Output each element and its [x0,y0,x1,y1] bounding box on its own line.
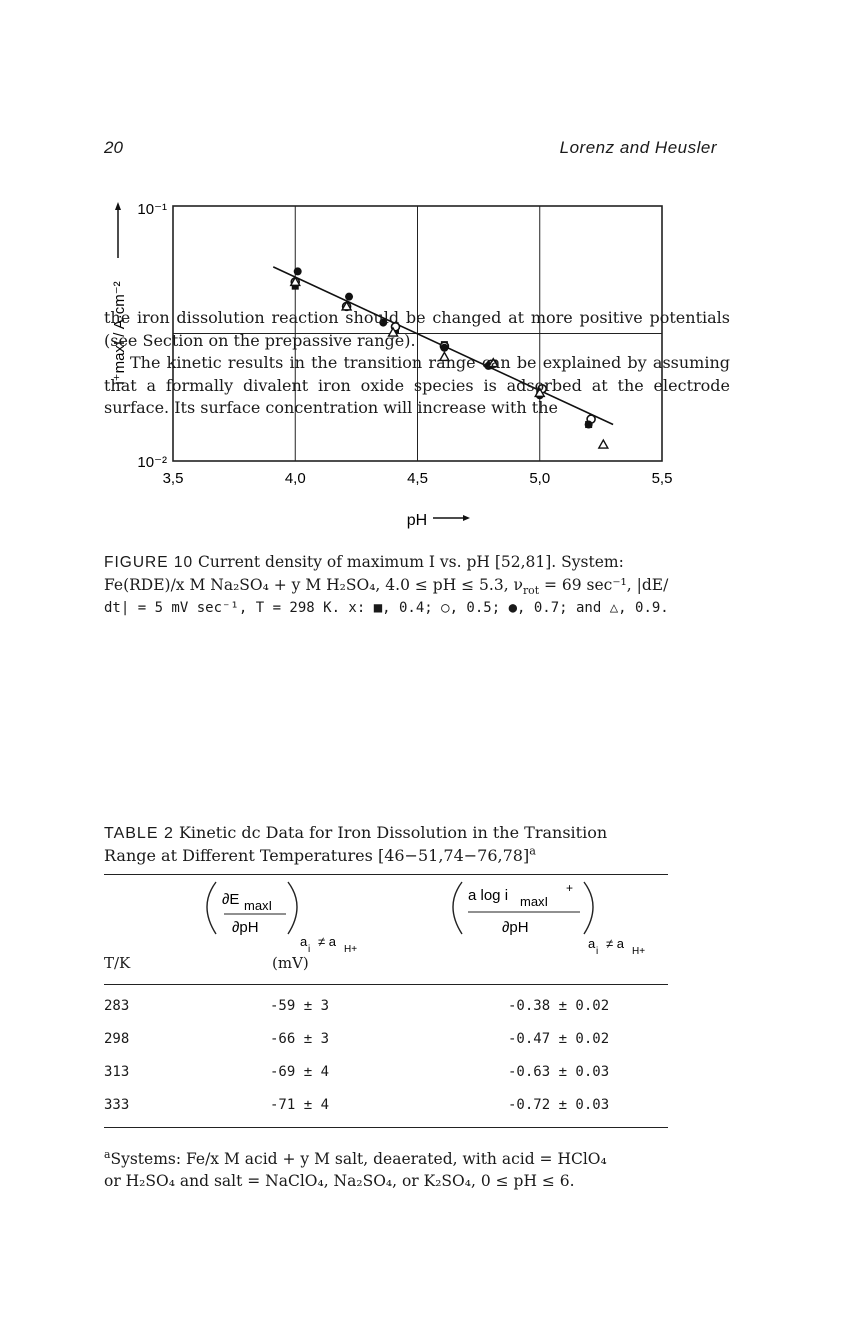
data-point-s2-0 [294,267,302,275]
footnote-mark: a [104,1147,111,1161]
table-row-2-dE: -66 ± 3 [270,1031,330,1047]
table-title-line-1: Kinetic dc Data for Iron Dissolution in the Transition [178,823,608,842]
x-tick-label-0: 3,5 [162,470,184,487]
table-row-4-T: 333 [104,1097,130,1113]
svg-text:H+: H+ [632,946,646,954]
x-axis-arrow-head [463,515,470,521]
table-footnote [104,1148,724,1192]
table-top-rule [104,874,668,875]
table-row-3-dE: -69 ± 4 [270,1064,330,1080]
table-row-4-dlog: -0.72 ± 0.03 [508,1097,610,1113]
table-row-1-dlog: -0.38 ± 0.02 [508,998,610,1014]
footnote-line-2: or H₂SO₄ and salt = NaClO₄, Na₂SO₄, or K₂SO₄, 0 ≤ pH ≤ 6. [104,1172,575,1190]
data-point-s2-6 [585,421,593,429]
y-tick-label-top: 10⁻¹ [137,201,167,218]
svg-text:+: + [566,881,574,895]
caption-rot-subscript: rot [522,584,540,598]
col2-header-formula [180,876,430,954]
x-tick-label-3: 5,0 [529,470,551,487]
body-text [104,307,730,420]
y-axis-label: i⁺maxI / A·cm⁻² [111,281,128,385]
table-row-3-dlog: -0.63 ± 0.03 [508,1064,610,1080]
caption-line-2: Fe(RDE)/x M Na₂SO₄ + y M H₂SO₄, 4.0 ≤ pH ≤ 5.3, ν [104,576,523,594]
svg-text:∂pH: ∂pH [502,919,529,936]
svg-text:≠ a: ≠ a [318,934,336,949]
x-tick-label-4: 5,5 [651,470,673,487]
table-title [104,822,724,867]
y-axis-arrow-head [115,202,121,210]
col3-header-formula [440,876,700,954]
svg-text:∂pH: ∂pH [232,919,259,936]
data-point-s2-1 [345,293,353,301]
paragraph-1: the iron dissolution reaction should be changed at more positive potentials (see Section on the prepassive range). [104,308,730,350]
table-title-line-2: Range at Different Temperatures [46−51,74−76,78] [104,846,530,865]
svg-text:maxI: maxI [520,894,549,909]
data-point-s3-6 [599,440,608,448]
caption-line-1: Current density of maximum I vs. pH [52,81]. System: [198,553,624,571]
x-axis-label: pH [406,512,428,529]
svg-text:∂E: ∂E [222,891,240,908]
table-row-2-T: 298 [104,1031,130,1047]
x-tick-label-1: 4,0 [284,470,306,487]
y-tick-label-bottom: 10⁻² [137,454,167,471]
table-header-rule [104,984,668,985]
figure-caption [104,551,744,619]
caption-line-3: dt| = 5 mV sec⁻¹, T = 298 K. x: ■, 0.4; ○, 0.5; ●, 0.7; and △, 0.9. [104,600,669,616]
table-label: TABLE 2 [104,825,174,842]
table-row-1-dE: -59 ± 3 [270,998,330,1014]
page-number: 20 [104,138,123,157]
col-header-temperature: T/K [104,954,131,972]
table-row-3-T: 313 [104,1064,130,1080]
col-header-unit: (mV) [272,954,309,972]
svg-text:H+: H+ [344,944,358,954]
table-row-2-dlog: -0.47 ± 0.02 [508,1031,610,1047]
svg-text:i: i [596,946,599,954]
figure-label: FIGURE 10 [104,554,194,571]
svg-text:a: a [588,936,596,951]
table-title-note: a [529,844,536,858]
paragraph-2: The kinetic results in the transition range can be explained by assuming that a formally divalent iron oxide species is adsorbed at the electrode surface. Its surface concentration will increase with the [104,353,730,417]
svg-text:maxI: maxI [244,898,273,913]
x-tick-label-2: 4,5 [407,470,428,487]
svg-text:i: i [308,944,311,954]
svg-text:a: a [300,934,308,949]
table-row-1-T: 283 [104,998,130,1014]
figure-10-chart [0,0,849,540]
running-head: Lorenz and Heusler [559,138,717,157]
table-row-4-dE: -71 ± 4 [270,1097,330,1113]
svg-text:a log i: a log i [468,887,509,904]
svg-text:≠ a: ≠ a [606,936,624,951]
caption-line-2b: = 69 sec⁻¹, |dE/ [539,576,669,594]
table-bottom-rule [104,1127,668,1128]
footnote-line-1: Systems: Fe/x M acid + y M salt, deaerated, with acid = HClO₄ [110,1150,607,1168]
